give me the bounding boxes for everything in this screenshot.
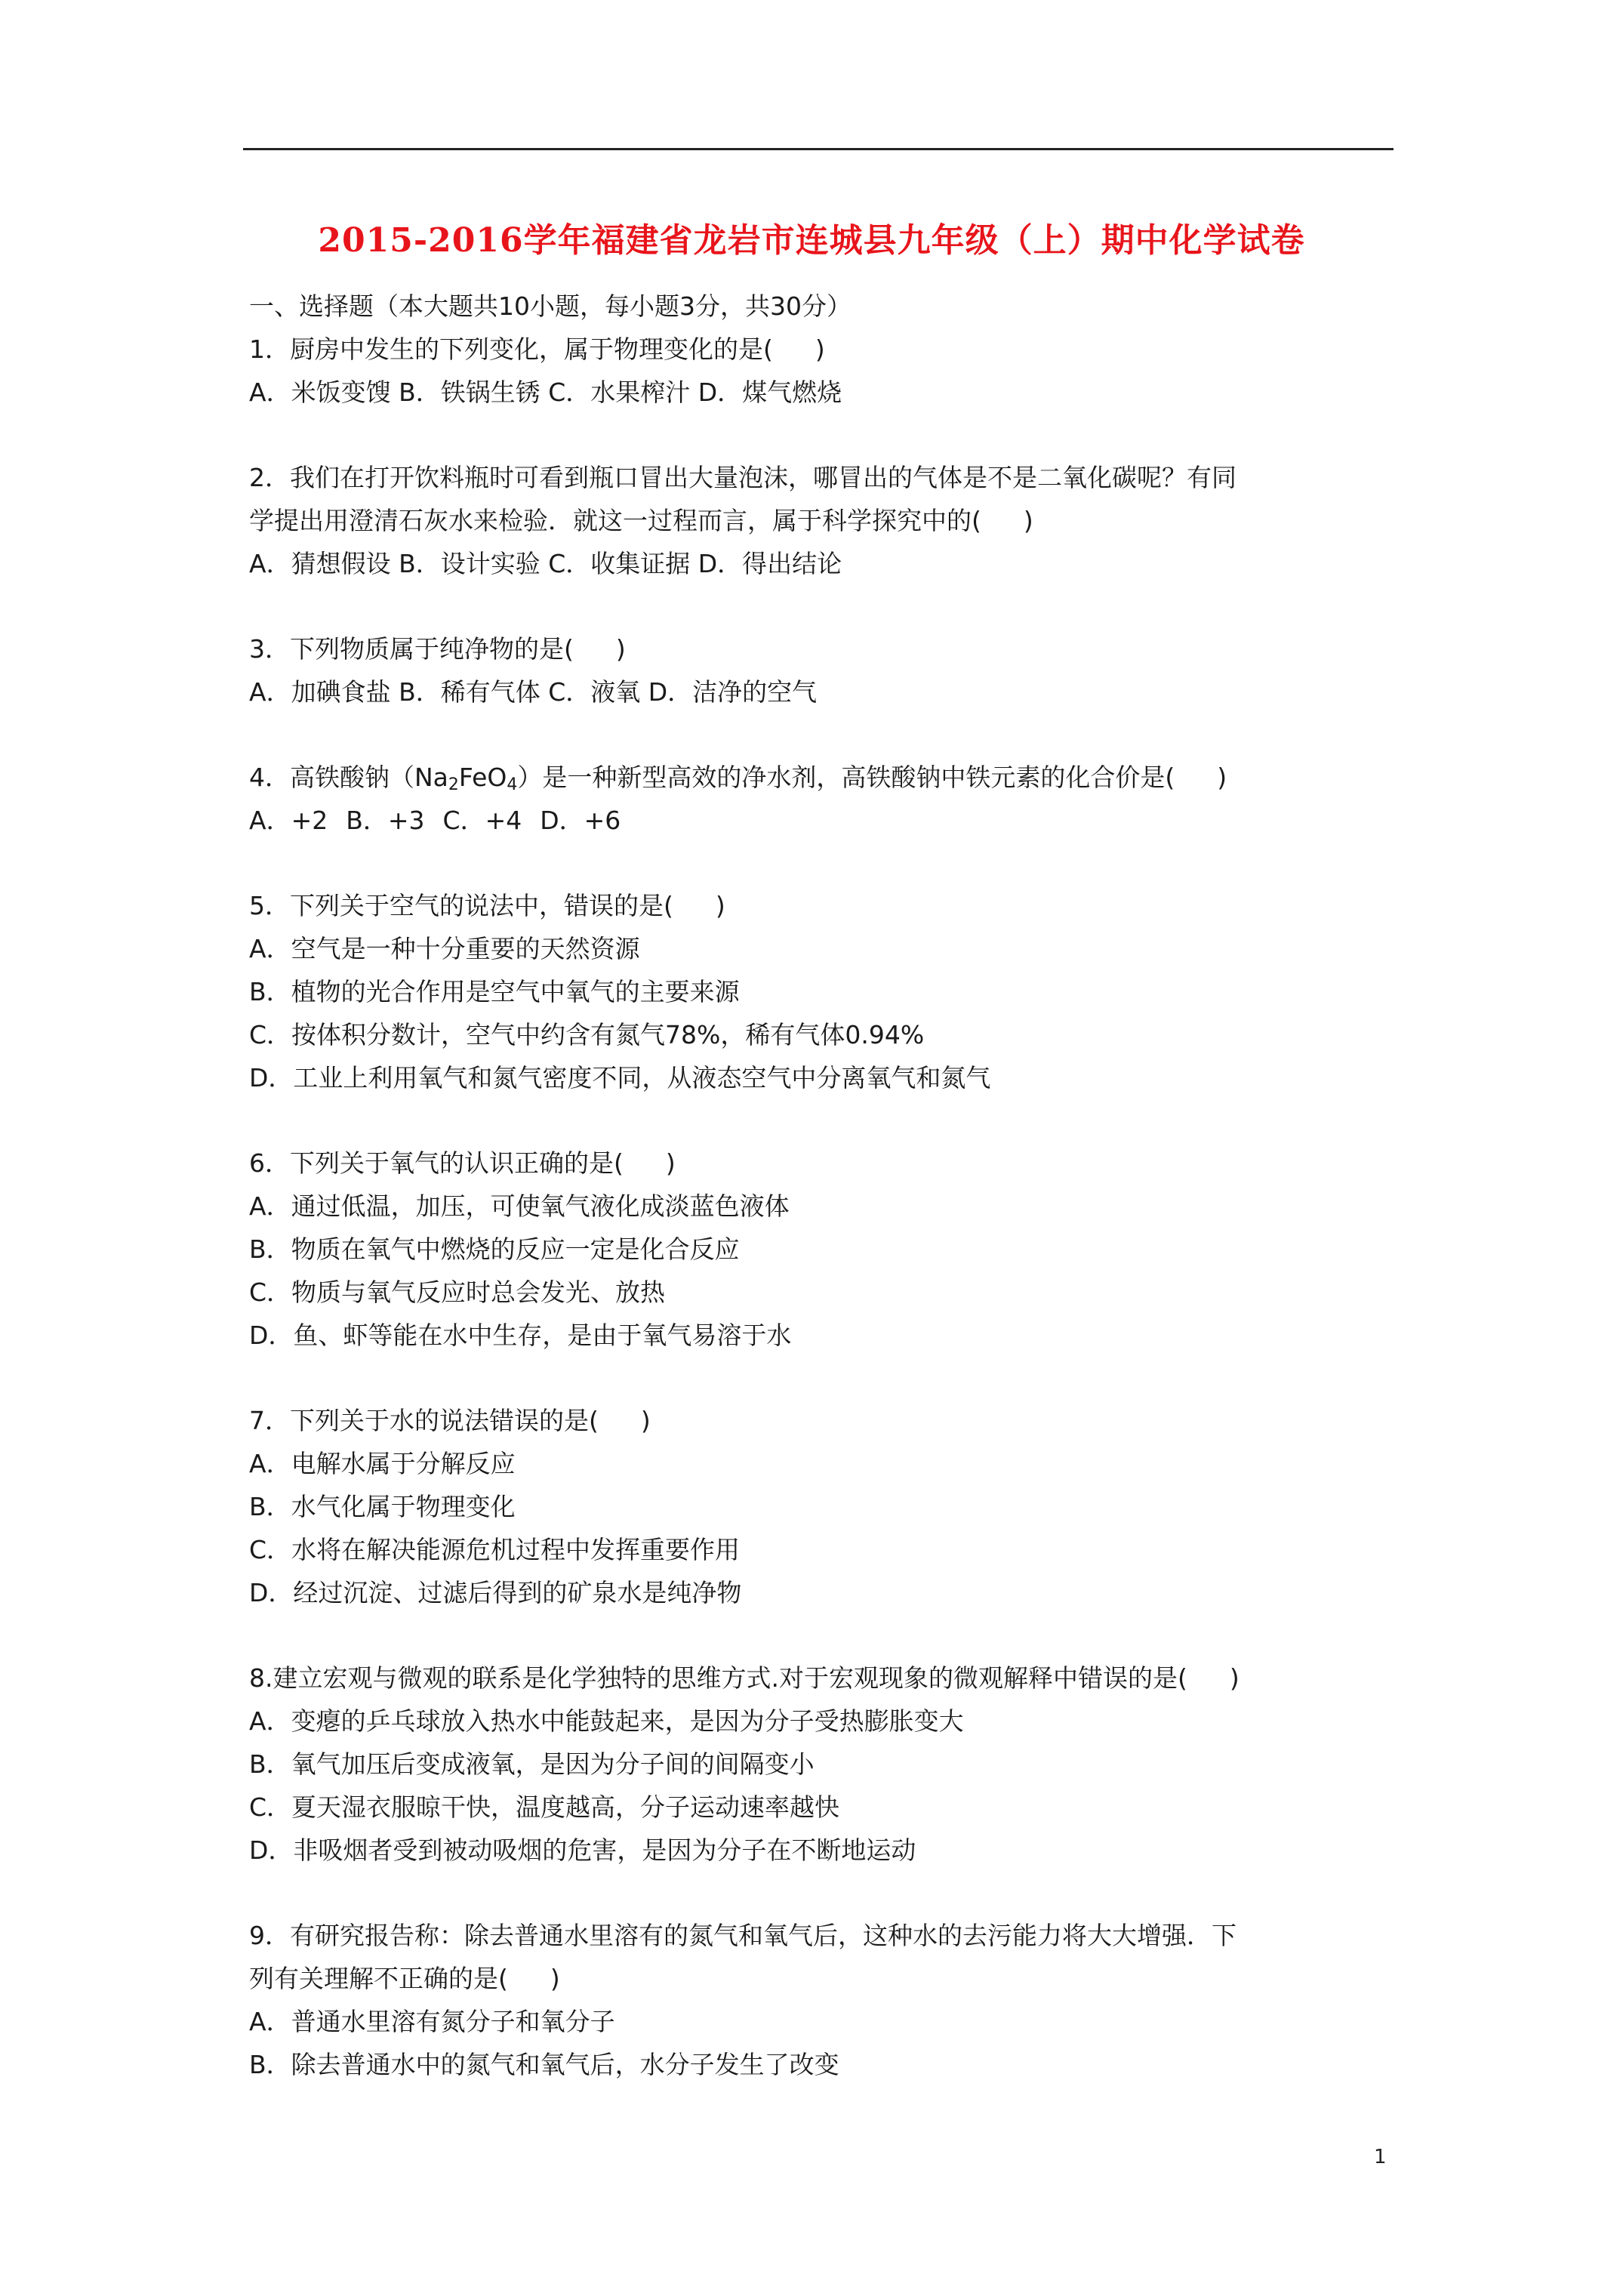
question-4 [249, 756, 1397, 842]
option: B．+3 [346, 806, 425, 835]
exam-body [249, 285, 1397, 2086]
question-options: A．猜想假设 B．设计实验 C．收集证据 D．得出结论 [249, 549, 842, 578]
question-options [249, 799, 1397, 842]
option: D．鱼、虾等能在水中生存，是由于氧气易溶于水 [249, 1321, 792, 1350]
question-3 [249, 627, 1397, 713]
question-stem-line: 9．有研究报告称：除去普通水里溶有的氮气和氧气后，这种水的去污能力将大大增强．下 [249, 1921, 1236, 1950]
question-stem: 5．下列关于空气的说法中，错误的是( ) [249, 891, 725, 920]
question-stem: 1．厨房中发生的下列变化，属于物理变化的是( ) [249, 334, 825, 364]
option: C．物质与氧气反应时总会发光、放热 [249, 1277, 666, 1307]
question-stem: 8.建立宏观与微观的联系是化学独特的思维方式.对于宏观现象的微观解释中错误的是( ) [249, 1663, 1240, 1693]
option: D．非吸烟者受到被动吸烟的危害，是因为分子在不断地运动 [249, 1835, 916, 1865]
page-number: 1 [1374, 2146, 1387, 2168]
option: C．+4 [442, 806, 522, 835]
option: A．通过低温，加压，可使氧气液化成淡蓝色液体 [249, 1191, 790, 1221]
exam-title: 2015-2016学年福建省龙岩市连城县九年级（上）期中化学试卷 [318, 221, 1305, 260]
option: A．变瘪的乒乓球放入热水中能鼓起来，是因为分子受热膨胀变大 [249, 1706, 964, 1736]
header-rule [243, 148, 1394, 150]
question-9 [249, 1914, 1397, 2086]
question-options: A．米饭变馊 B．铁锅生锈 C．水果榨汁 D．煤气燃烧 [249, 378, 842, 407]
option: D．+6 [540, 806, 621, 835]
question-stem: 3．下列物质属于纯净物的是( ) [249, 634, 626, 664]
question-stem: 7．下列关于水的说法错误的是( ) [249, 1406, 651, 1435]
option: A．空气是一种十分重要的天然资源 [249, 934, 640, 963]
question-7 [249, 1399, 1397, 1614]
option: B．氧气加压后变成液氧，是因为分子间的间隔变小 [249, 1749, 815, 1779]
option: B．水气化属于物理变化 [249, 1492, 516, 1521]
option: D．工业上利用氧气和氮气密度不同，从液态空气中分离氧气和氮气 [249, 1063, 991, 1093]
question-stem-line: 学提出用澄清石灰水来检验．就这一过程而言，属于科学探究中的( ) [249, 506, 1033, 535]
option: B．除去普通水中的氮气和氧气后，水分子发生了改变 [249, 2050, 839, 2079]
section-heading: 一、选择题（本大题共10小题，每小题3分，共30分） [249, 291, 852, 321]
question-stem-line: 2．我们在打开饮料瓶时可看到瓶口冒出大量泡沫，哪冒出的气体是不是二氧化碳呢？有同 [249, 463, 1236, 492]
question-1 [249, 328, 1397, 414]
question-8 [249, 1657, 1397, 1872]
question-stem: 4．高铁酸钠$(Na_2FeO_4)$是一种新型高效的净水剂，高铁酸钠中铁元素的化合价是( ) [249, 763, 1227, 794]
option: C．夏天湿衣服晾干快，温度越高，分子运动速率越快 [249, 1792, 840, 1822]
option: B．物质在氧气中燃烧的反应一定是化合反应 [249, 1234, 740, 1264]
question-6 [249, 1142, 1397, 1357]
option: A．+2 [249, 806, 328, 835]
option: A．普通水里溶有氮分子和氧分子 [249, 2007, 615, 2036]
option: C．按体积分数计，空气中约含有氮气78%，稀有气体0.94% [249, 1020, 925, 1049]
option: A．电解水属于分解反应 [249, 1449, 516, 1478]
option: D．经过沉淀、过滤后得到的矿泉水是纯净物 [249, 1578, 742, 1607]
question-2 [249, 456, 1397, 585]
option: B．植物的光合作用是空气中氧气的主要来源 [249, 977, 740, 1006]
question-options: A．加碘食盐 B．稀有气体 C．液氧 D．洁净的空气 [249, 677, 818, 707]
question-5 [249, 884, 1397, 1099]
option: C．水将在解决能源危机过程中发挥重要作用 [249, 1535, 741, 1564]
question-stem-line: 列有关理解不正确的是( ) [249, 1964, 560, 1993]
question-stem: 6．下列关于氧气的认识正确的是( ) [249, 1148, 676, 1178]
